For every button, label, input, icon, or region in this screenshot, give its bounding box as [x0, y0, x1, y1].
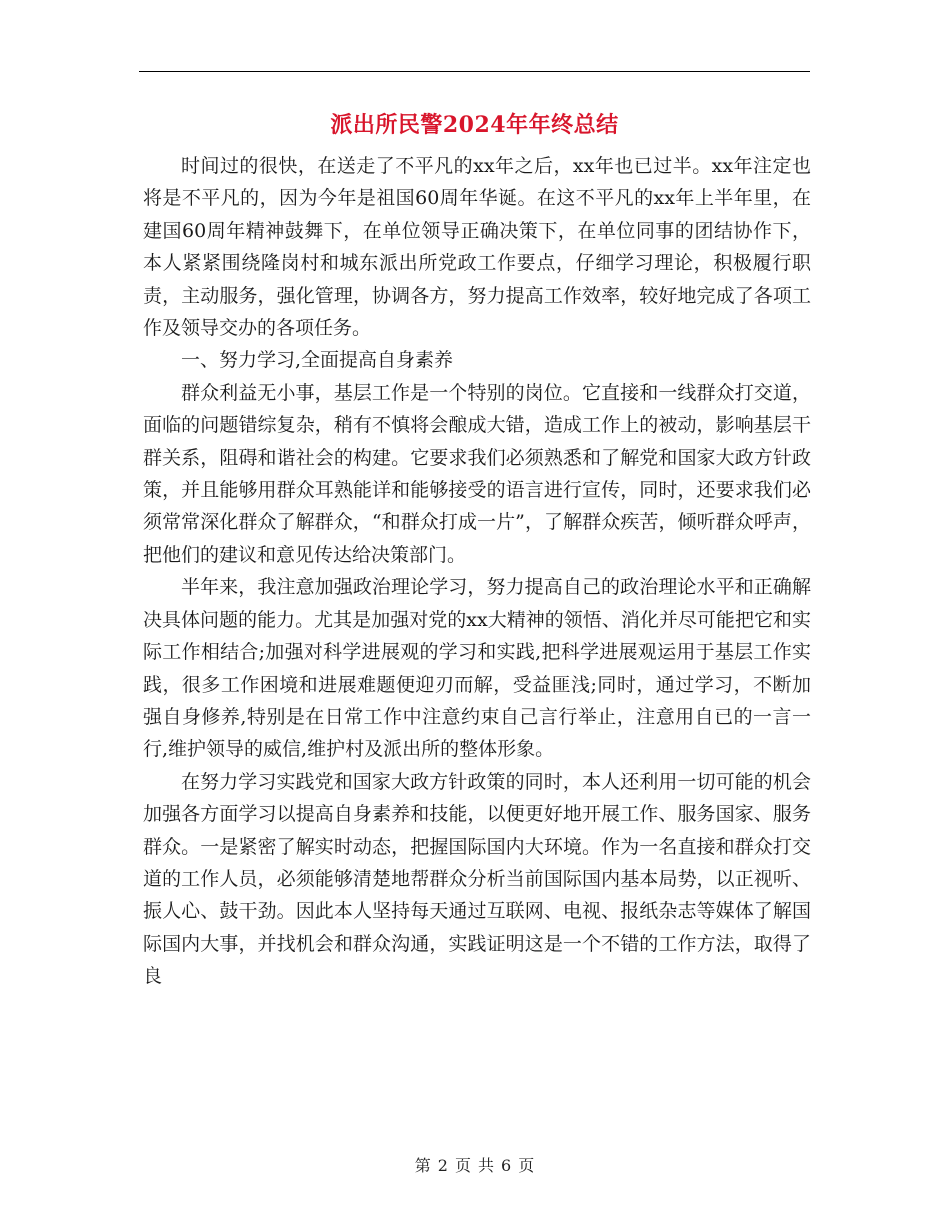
footer-label-gong: 共	[478, 1156, 496, 1175]
footer-current-page: 2	[437, 1156, 449, 1175]
paragraph-theory-study: 半年来，我注意加强政治理论学习，努力提高自己的政治理论水平和正确解决具体问题的能力。尤其是加强对党的xx大精神的领悟、消化并尽可能把它和实际工作相结合;加强对科学进展观的学习和实践,把科学进展观运用于基层工作实践，很多工作困境和进展难题便迎刃而解，受益匪浅;同时，通过学习，不断加强自身修养,特别是在日常工作中注意约束自己言行举止，注意用自已的一言一行,维护领导的威信,维护村及派出所的整体形象。	[143, 576, 811, 761]
section-heading-1: 一、努力学习,全面提高自身素养	[181, 349, 454, 372]
footer-total-pages: 6	[501, 1156, 513, 1175]
document-title: 派出所民警2024年年终总结	[330, 112, 619, 138]
document-body	[143, 150, 811, 993]
footer-label-ye-2: 页	[518, 1156, 536, 1175]
footer-label-di: 第	[414, 1156, 432, 1175]
header-rule	[139, 71, 810, 72]
paragraph-skills-study: 在努力学习实践党和国家大政方针政策的同时，本人还利用一切可能的机会加强各方面学习以提高自身素养和技能，以便更好地开展工作、服务国家、服务群众。一是紧密了解实时动态，把握国际国内大环境。作为一名直接和群众打交道的工作人员，必须能够清楚地帮群众分析当前国际国内基本局势，以正视听、振人心、鼓干劲。因此本人坚持每天通过互联网、电视、报纸杂志等媒体了解国际国内大事，并找机会和群众沟通，实践证明这是一个不错的工作方法，取得了良	[143, 770, 811, 988]
page-footer	[0, 1153, 950, 1176]
footer-label-ye: 页	[454, 1156, 472, 1175]
paragraph-intro: 时间过的很快，在送走了不平凡的xx年之后，xx年也已过半。xx年注定也将是不平凡的，因为今年是祖国60周年华诞。在这不平凡的xx年上半年里，在建国60周年精神鼓舞下，在单位领导正确决策下，在单位同事的团结协作下，本人紧紧围绕隆岗村和城东派出所党政工作要点，仔细学习理论，积极履行职责，主动服务，强化管理，协调各方，努力提高工作效率，较好地完成了各项工作及领导交办的各项任务。	[143, 155, 811, 340]
paragraph-grassroots-work: 群众利益无小事，基层工作是一个特别的岗位。它直接和一线群众打交道，面临的问题错综复杂，稍有不慎将会酿成大错，造成工作上的被动，影响基层干群关系，阻碍和谐社会的构建。它要求我们必须熟悉和了解党和国家大政方针政策，并且能够用群众耳熟能详和能够接受的语言进行宣传，同时，还要求我们必须常常深化群众了解群众，“和群众打成一片”，了解群众疾苦，倾听群众呼声，把他们的建议和意见传达给决策部门。	[143, 381, 811, 566]
